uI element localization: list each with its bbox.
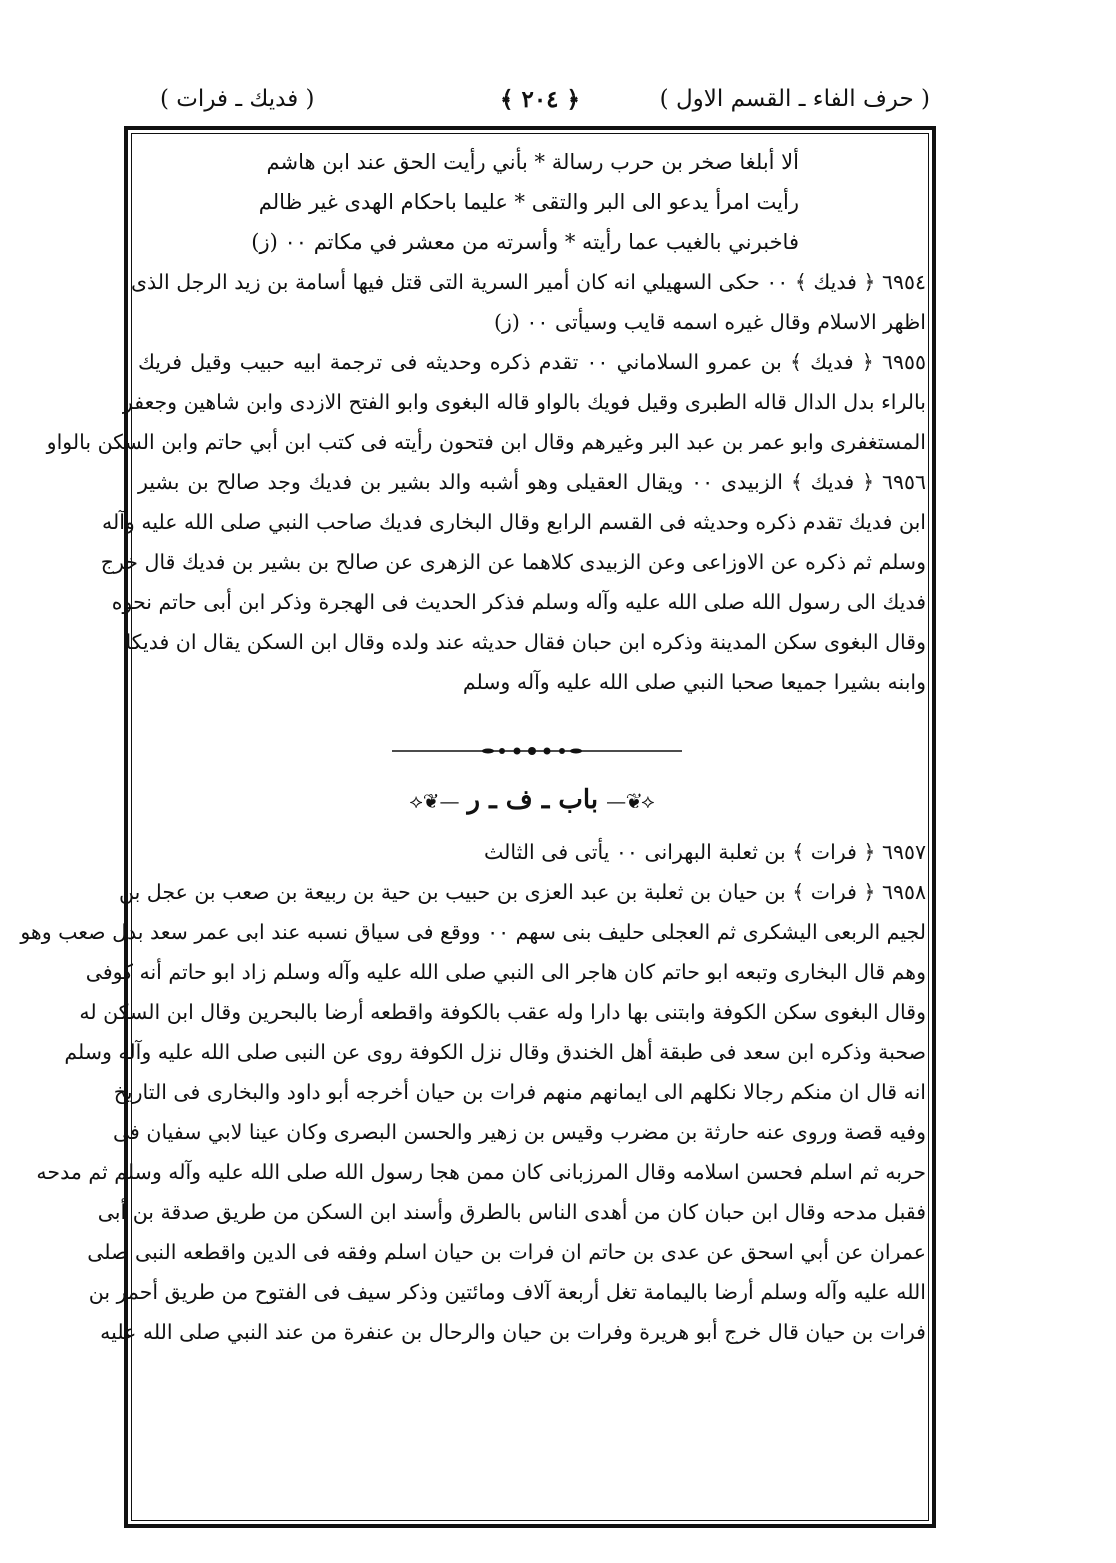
entry-6958-line: فرات بن حيان قال خرج أبو هريرة وفرات بن حيان والرحال بن عنفرة من عند النبي صلى الله عليه xyxy=(100,1320,926,1344)
entry-6956-line: فديك الى رسول الله صلى الله عليه وآله وسلم فذكر الحديث فى الهجرة وذكر ابن أبى حاتم نحوه xyxy=(111,590,926,614)
heading-ornament-icon: ⟡❦— xyxy=(606,789,655,813)
entry-6958-line: وقال البغوى سكن الكوفة وابتنى بها دارا وله عقب بالكوفة واقطعه أرضا بالبحرين وقال ابن السكن له xyxy=(79,1000,926,1024)
verse-line: ألا أبلغا صخر بن حرب رسالة * بأني رأيت الحق عند ابن هاشم xyxy=(266,150,799,174)
header-section-title: ( حرف الفاء ـ القسم الاول ) xyxy=(659,86,930,112)
entry-6956-line: وقال البغوى سكن المدينة وذكره ابن حبان فقال حديثه عند ولده وقال ابن السكن يقال ان فديكا xyxy=(125,630,926,654)
poem-verses xyxy=(130,142,934,262)
entries-furat xyxy=(20,832,934,1352)
entry-6958-line: وهم قال البخارى وتبعه ابو حاتم كان هاجر الى النبي صلى الله عليه وآله وسلم زاد ابو حاتم أنه كوفى xyxy=(85,960,926,984)
entry-6958-line: لجيم الربعى اليشكرى ثم العجلى حليف بنى سهم ٠٠ ووقع فى سياق نسبه عند ابى عمر سعد بدل صعب وهو xyxy=(20,920,926,944)
entry-6958-line: انه قال ان منكم رجالا نكلهم الى ايمانهم منهم فرات بن حيان أخرجه أبو داود والبخارى فى التاريخ xyxy=(113,1080,926,1104)
heading-ornament-icon: —❦⟡ xyxy=(409,789,460,813)
entry-6958-line: عمران عن أبي اسحق عن عدى بن حاتم ان فرات بن حيان اسلم وفقه فى الدين واقطعه النبى صلى xyxy=(87,1240,926,1264)
verse-line: رأيت امرأ يدعو الى البر والتقى * عليما باحكام الهدى غير ظالم xyxy=(258,190,799,214)
page-content xyxy=(20,142,934,1352)
entry-6958-line: حربه ثم اسلم فحسن اسلامه وقال المرزبانى كان ممن هجا رسول الله صلى الله عليه وآله وسلم ثم مدحه xyxy=(36,1160,926,1184)
page-number: ﴿ ٢٠٤ ﴾ xyxy=(499,86,581,113)
entry-6958-line: الله عليه وآله وسلم أرضا باليمامة تغل أربعة آلاف ومائتين وذكر سيف فى الفتوح من طريق أحمر بن xyxy=(88,1280,926,1304)
chapter-title: باب ـ ف ـ ر xyxy=(467,785,599,815)
entry-6956-line: ابن فديك تقدم ذكره وحديثه فى القسم الرابع وقال البخارى فديك صاحب النبي صلى الله عليه وآله xyxy=(101,510,926,534)
entry-6958-line: ٦٩٥٨ ﴿ فرات ﴾ بن حيان بن ثعلبة بن عبد العزى بن حبيب بن حية بن ربيعة بن صعب بن عجل بن xyxy=(118,880,926,904)
header-entry-names: ( فديك ـ فرات ) xyxy=(160,86,315,112)
entry-6954-line: اظهر الاسلام وقال غيره اسمه قايب وسيأتى ٠٠ (ز) xyxy=(493,310,926,334)
entry-6956-line: ٦٩٥٦ ﴿ فديك ﴾ الزبيدى ٠٠ ويقال العقيلى وهو أشبه والد بشير بن فديك وجد صالح بن بشير xyxy=(138,470,926,494)
entries-fadik xyxy=(46,262,934,702)
entry-6956-line: وسلم ثم ذكره عن الاوزاعى وعن الزبيدى كلاهما عن الزهرى عن صالح بن بشير بن فديك قال خرج xyxy=(100,550,926,574)
entry-6958-line: وفيه قصة وروى عنه حارثة بن مضرب وقيس بن زهير والحسن البصرى وكان عينا لابي سفيان فى xyxy=(112,1120,926,1144)
entry-6957-line: ٦٩٥٧ ﴿ فرات ﴾ بن ثعلبة البهرانى ٠٠ يأتى فى الثالث xyxy=(483,840,926,864)
ornament-rule-icon xyxy=(392,746,682,756)
entry-6955-line: ٦٩٥٥ ﴿ فديك ﴾ بن عمرو السلاماني ٠٠ تقدم ذكره وحديثه فى ترجمة ابيه حبيب وقيل فريك xyxy=(138,350,926,374)
chapter-heading xyxy=(130,768,934,832)
running-header xyxy=(150,86,930,126)
entry-6955-line: بالراء بدل الدال قاله الطبرى وقيل فويك بالواو قاله البغوى وابو الفتح الازدى وابن شاهين وجعفر xyxy=(122,390,926,414)
ornamental-separator xyxy=(130,702,934,768)
entry-6958-line: صحبة وذكره ابن سعد فى طبقة أهل الخندق وقال نزل الكوفة روى عن النبى صلى الله عليه وآله وسلم xyxy=(64,1040,926,1064)
entry-6958-line: فقبل مدحه وقال ابن حبان كان من أهدى الناس بالطرق وأسند ابن السكن من طريق صدقة بن أبى xyxy=(97,1200,926,1224)
verse-line: فاخبرني بالغيب عما رأيته * وأسرته من معشر في مكاتم ٠٠ (ز) xyxy=(251,230,799,254)
entry-6956-line: وابنه بشيرا جميعا صحبا النبي صلى الله عليه وآله وسلم xyxy=(462,670,926,694)
entry-6954-line: ٦٩٥٤ ﴿ فديك ﴾ ٠٠ حكى السهيلي انه كان أمير السرية التى قتل فيها أسامة بن زيد الرجل الذى xyxy=(131,270,926,294)
entry-6955-line: المستغفرى وابو عمر بن عبد البر وغيرهم وقال ابن فتحون رأيته فى كتب ابن أبي حاتم وابن السكن بالواو xyxy=(46,430,926,454)
